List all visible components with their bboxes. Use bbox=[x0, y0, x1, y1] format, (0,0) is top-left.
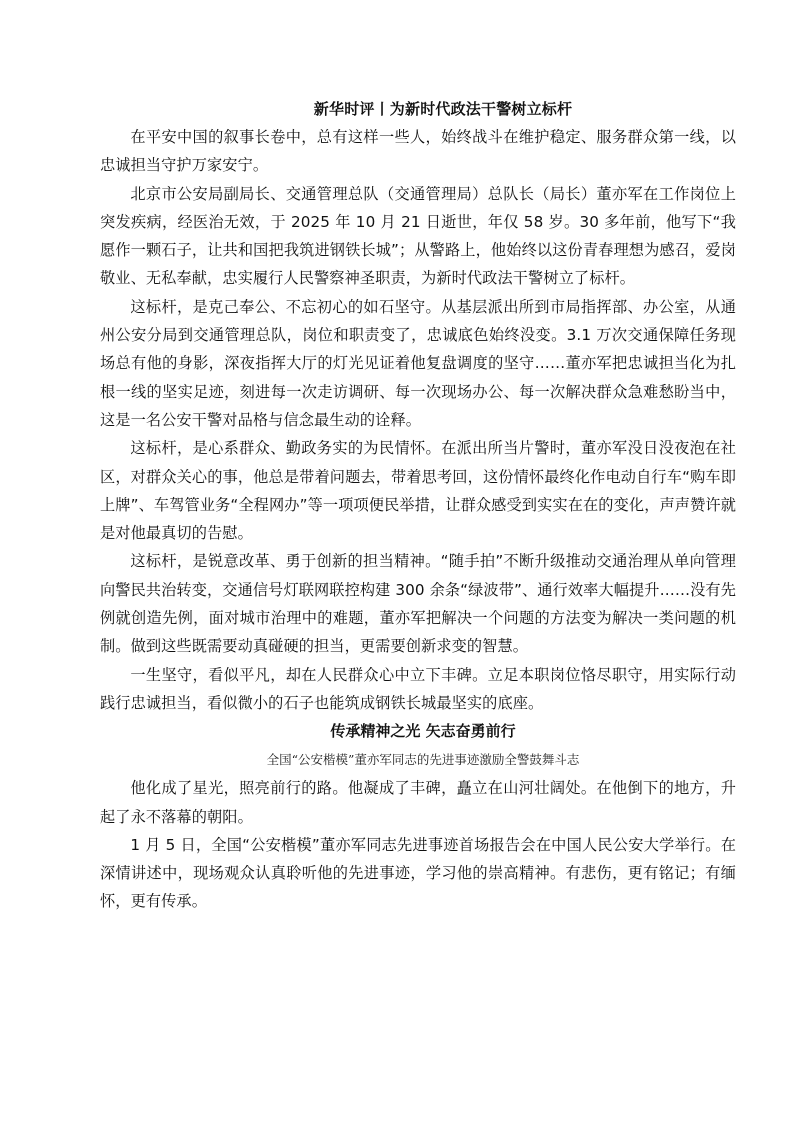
paragraph: 北京市公安局副局长、交通管理总队（交通管理局）总队长（局长）董亦军在工作岗位上突发疾病，经医治无效，于 2025 年 10 月 21 日逝世，年仅 58 岁。30 多年前，他写下“我愿作一颗石子，让共和国把我筑进钢铁长城”；从警路上，他始终以这份青春理想为感召，爱岗敬业、无私奉献，忠实履行人民警察神圣职责，为新时代政法干警树立了标杆。 bbox=[100, 184, 736, 288]
document-page bbox=[100, 95, 736, 916]
paragraph: 这标杆，是锐意改革、勇于创新的担当精神。“随手拍”不断升级推动交通治理从单向管理向警民共治转变，交通信号灯联网联控构建 300 余条“绿波带”、通行效率大幅提升……没有先例就创造先例，面对城市治理中的难题，董亦军把解决一个问题的方法变为解决一类问题的机制。做到这些既需要动真碰硬的担当，更需要创新求变的智慧。 bbox=[100, 552, 737, 656]
paragraph: 这标杆，是心系群众、勤政务实的为民情怀。在派出所当片警时，董亦军没日没夜泡在社区，对群众关心的事，他总是带着问题去，带着思考回，这份情怀最终化作电动自行车“购车即上牌”、车驾管业务“全程网办”等一项项便民举措，让群众感受到实实在在的变化，声声赞许就是对他最真切的告慰。 bbox=[100, 439, 736, 543]
section-subtitle: 全国“公安楷模”董亦军同志的先进事迹激励全警鼓舞斗志 bbox=[266, 752, 580, 768]
paragraph: 他化成了星光，照亮前行的路。他凝成了丰碑，矗立在山河壮阔处。在他倒下的地方，升起了永不落幕的朝阳。 bbox=[100, 779, 736, 826]
section-title: 传承精神之光 矢志奋勇前行 bbox=[330, 722, 516, 741]
paragraph: 在平安中国的叙事长卷中，总有这样一些人，始终战斗在维护稳定、服务群众第一线，以忠诚担当守护万家安宁。 bbox=[100, 128, 736, 175]
paragraph: 这标杆，是克己奉公、不忘初心的如石坚守。从基层派出所到市局指挥部、办公室，从通州公安分局到交通管理总队，岗位和职责变了，忠诚底色始终没变。3.1 万次交通保障任务现场总有他的身影，深夜指挥大厅的灯光见证着他复盘调度的坚守……董亦军把忠诚担当化为扎根一线的坚实足迹，刻进每一次走访调研、每一次现场办公、每一次解决群众急难愁盼当中，这是一名公安干警对品格与信念最生动的诠释。 bbox=[100, 297, 736, 429]
article-title: 新华时评丨为新时代政法干警树立标杆 bbox=[313, 100, 573, 118]
paragraph: 1 月 5 日，全国“公安楷模”董亦军同志先进事迹首场报告会在中国人民公安大学举行。在深情讲述中，现场观众认真聆听他的先进事迹，学习他的崇高精神。有悲伤，更有铭记；有缅怀，更有传承。 bbox=[100, 835, 736, 911]
paragraph: 一生坚守，看似平凡，却在人民群众心中立下丰碑。立足本职岗位恪尽职守，用实际行动践行忠诚担当，看似微小的石子也能筑成钢铁长城最坚实的底座。 bbox=[100, 665, 736, 712]
